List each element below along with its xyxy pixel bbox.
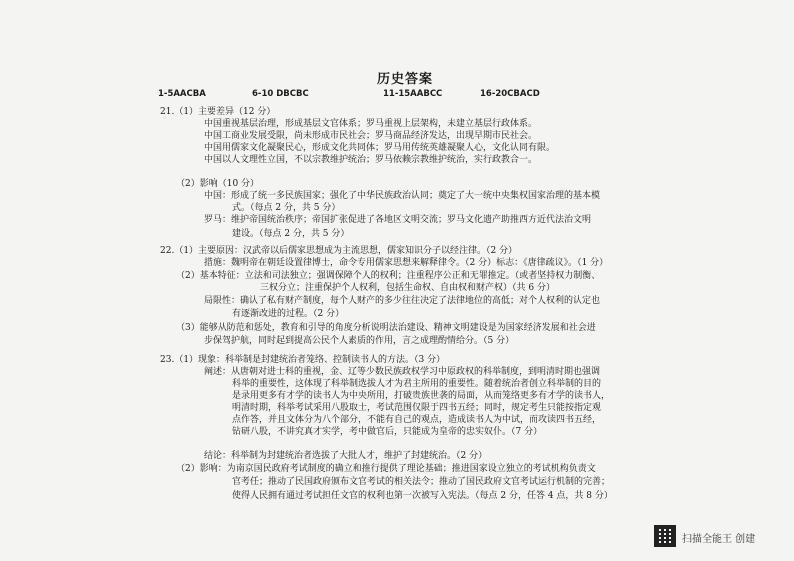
answer-line: 明清时期，科举考试采用八股取士，考试范围仅限于四书五经；同时，规定考生只能按指定观 — [232, 403, 602, 413]
answer-line: 中国以人文理性立国，不以宗教维护统治；罗马依赖宗教维护统治，实行政教合一。 — [204, 155, 538, 165]
scanner-watermark: 扫描全能王 创建 — [682, 534, 756, 545]
choice-answers-3: 11-15AABCC — [383, 89, 443, 99]
answer-line: （2）影响：为南京国民政府考试制度的确立和推行提供了理论基础；推进国家设立独立的考试机构负责文 — [176, 464, 596, 474]
answer-line: 钻研八股，不讲究真才实学，考中做官后，只能成为皇帝的忠实奴仆。（7 分） — [232, 427, 543, 437]
choice-answers-2: 6-10 DBCBC — [252, 89, 309, 99]
answer-line: 中国重视基层治理，形成基层文官体系；罗马重视上层架构，未建立基层行政体系。 — [204, 119, 538, 129]
qr-code-icon — [654, 525, 676, 547]
q22-heading: 22.（1）主要原因：汉武帝以后儒家思想成为主流思想，儒家知识分子以经注律。（2 分） — [160, 246, 518, 256]
answer-line: 措施：魏明帝在朝廷设置律博士，命令专用儒家思想来解释律令。（2 分）标志：《唐律疏议》。（1 分） — [204, 258, 609, 268]
answer-line: 三权分立；注重保护个人权利，包括生命权、自由权和财产权）（共 6 分） — [260, 283, 555, 293]
answer-line: 建设。（每点 2 分，共 5 分） — [232, 229, 350, 239]
answer-line: 使得人民拥有通过考试担任文官的权利也第一次被写入宪法。（每点 2 分，任答 4 点，共 8 分） — [232, 491, 613, 501]
answer-line: 有逐渐改进的过程。（2 分） — [232, 309, 345, 319]
answer-line: 科举的重要性，这体现了科举制选拔人才为君主所用的重要性。随着统治者创立科举制的目的 — [232, 379, 602, 389]
answer-line: 官考任；推动了民国政府颁布文官考试的相关法令；推动了国民政府文官考试运行机制的完善； — [232, 477, 611, 487]
answer-line: （2）影响（10 分） — [176, 179, 260, 189]
q23-heading: 23.（1）现象：科举制是封建统治者笼络、控制读书人的方法。（3 分） — [160, 355, 446, 365]
choice-answers-1: 1-5AACBA — [158, 89, 206, 99]
answer-line: 是录用更多有才学的读书人为中央所用，打破贵族世袭的局面，从而笼络更多有才学的读书人， — [232, 391, 611, 401]
answer-line: 罗马：维护帝国统治秩序；帝国扩张促进了各地区文明交流；罗马文化遗产助推西方近代法治文明 — [204, 215, 592, 225]
answer-line: 步保驾护航，同时起到提高公民个人素质的作用，言之成理酌情给分。（5 分） — [204, 336, 515, 346]
answer-line: 中国用儒家文化凝聚民心，形成文化共同体；罗马用传统英雄凝聚人心，文化认同有限。 — [204, 143, 556, 153]
answer-line: 点作答，并且文体分为八个部分，不能有自己的观点，造成读书人为中试，而攻读四书五经， — [232, 415, 602, 425]
answer-line: 结论：科举制为封建统治者选拔了大批人才，维护了封建统治。（2 分） — [204, 451, 488, 461]
answer-line: 中国工商业发展受限，尚未形成市民社会；罗马商品经济发达，出现早期市民社会。 — [204, 131, 538, 141]
answer-line: 阐述：从唐朝对进士科的重视，金、辽等少数民族政权学习中原政权的科举制度，到明清时期也强调 — [204, 367, 601, 377]
answer-line: 中国：形成了统一多民族国家；强化了中华民族政治认同；奠定了大一统中央集权国家治理的基本模 — [204, 191, 601, 201]
page-title: 历史答案 — [377, 72, 434, 87]
answer-line: （3）能够从防范和惩处，教育和引导的角度分析说明法治建设、精神文明建设是为国家经济发展和社会进 — [176, 323, 596, 333]
answer-line: （2）基本特征：立法和司法独立；强调保障个人的权利；注重程序公正和无罪推定。（或者坚持权力制衡、 — [176, 271, 601, 281]
answer-line: 式。（每点 2 分，共 5 分） — [232, 203, 341, 213]
answer-line: 局限性：确认了私有财产制度，每个人财产的多少往往决定了法律地位的高低；对个人权利的认定也 — [204, 296, 601, 306]
q21-heading: 21.（1）主要差异（12 分） — [160, 107, 276, 117]
choice-answers-4: 16-20CBACD — [480, 89, 540, 99]
